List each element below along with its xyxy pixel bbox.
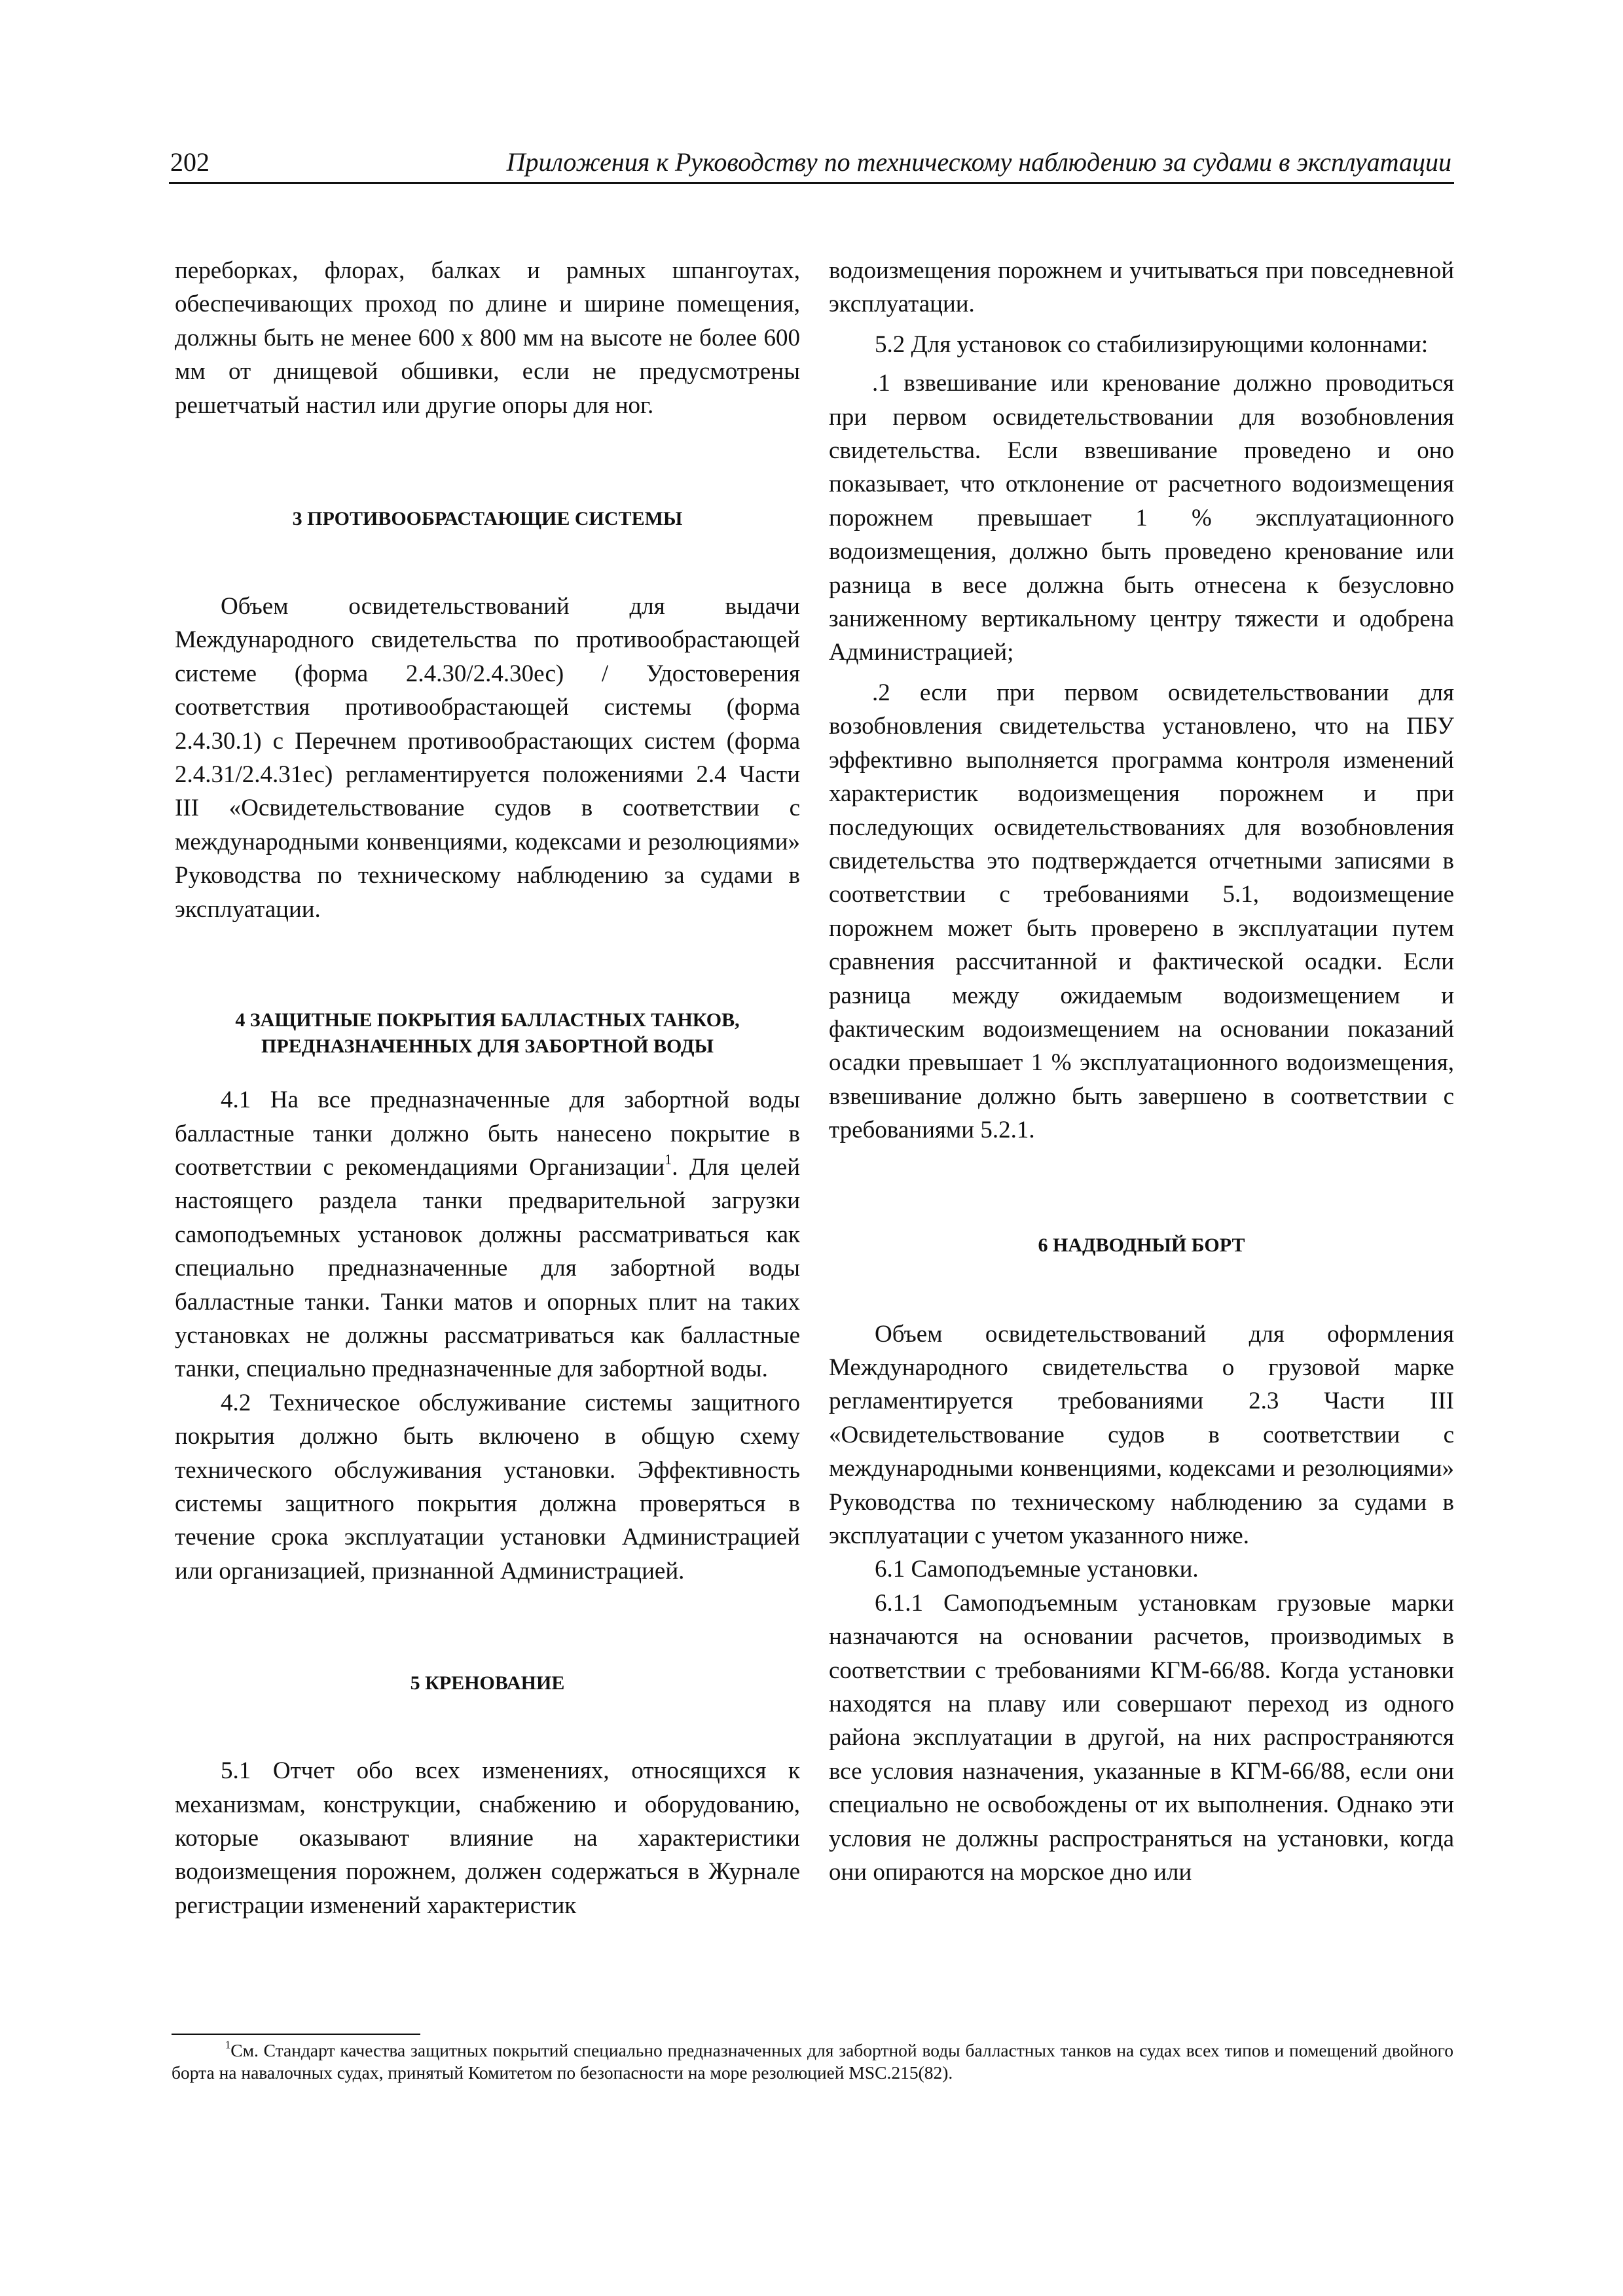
section-4-title-line-1: 4 ЗАЩИТНЫЕ ПОКРЫТИЯ БАЛЛАСТНЫХ ТАНКОВ, [235, 1009, 740, 1031]
page-header [169, 145, 1454, 184]
paragraph-4-1-part-b: . Для целей настоящего раздела танки предварительной загрузки самоподъемных установок должны рассматриваться как специально предназначенные для забортной воды балластные танки. Танки матов и опорных плит на таких установках не должны рассматриваться как балластные танки, специально предназначенные для забортной воды. [175, 1153, 800, 1383]
section-6-paragraph: Объем освидетельствований для оформления Международного свидетельства о грузовой марке регламентируется требованиями 2.3 Части III «Освидетельствование судов в соответствии с международными конвенциями, кодексами и резолюциями» Руководства по техническому наблюдению за судами в эксплуатации с учетом указанного ниже. [829, 1320, 1454, 1549]
section-5-title: 5 КРЕНОВАНИЕ [410, 1672, 565, 1695]
footnote-reference[interactable]: 1 [665, 1151, 672, 1168]
continuation-paragraph: водоизмещения порожнем и учитываться при повседневной эксплуатации. [829, 257, 1454, 318]
footnote-marker: 1 [225, 2038, 231, 2051]
section-4-title [175, 1007, 800, 1060]
footnote-separator [172, 2034, 420, 2035]
paragraph-4-2: 4.2 Техническое обслуживание системы защитного покрытия должно быть включено в общую схему технического обслуживания установки. Эффективность системы защитного покрытия должна проверяться в течение срока эксплуатации установки Администрацией или организацией, признанной Администрацией. [175, 1389, 800, 1585]
paragraph-6-1-1: 6.1.1 Самоподъемным установкам грузовые марки назначаются на основании расчетов, производимых в соответствии с требованиями КГМ-66/88. Когда установки находятся на плаву или совершают переход из одного района эксплуатации в другой, на них распространяются все условия назначения, указанные в КГМ-66/88, если они специально не освобождены от их выполнения. Однако эти условия не должны распространяться на установки, когда они опираются на морское дно или [829, 1589, 1454, 1886]
section-3-title: 3 ПРОТИВООБРАСТАЮЩИЕ СИСТЕМЫ [292, 508, 683, 530]
footnote [172, 2039, 1453, 2084]
paragraph-5-1: 5.1 Отчет обо всех изменениях, относящихся к механизмам, конструкции, снабжению и оборудованию, которые оказывают влияние на характеристики водоизмещения порожнем, должен содержаться в Журнале регистрации изменений характеристик [175, 1757, 800, 1919]
list-item-1: .1 взвешивание или кренование должно проводиться при первом освидетельствовании для возобновления свидетельства. Если взвешивание проведено и оно показывает, что отклонение от расчетного водоизмещения порожнем превышает 1 % эксплуатационного водоизмещения, должно быть проведено кренование или разница в весе должна быть отнесена к безусловно заниженному вертикальному центру тяжести и одобрена Администрацией; [829, 370, 1454, 666]
list-item-2: .2 если при первом освидетельствовании для возобновления свидетельства установлено, что на ПБУ эффективно выполняется программа контроля изменений характеристик водоизмещения порожнем и при последующих освидетельствованиях для возобновления свидетельства это подтверждается отчетными записями в соответствии с требованиями 5.1, водоизмещение порожнем может быть проверено в эксплуатации путем сравнения рассчитанной и фактической осадки. Если разница между ожидаемым водоизмещением и фактическим водоизмещением на основании показаний осадки превышает 1 % эксплуатационного водоизмещения, взвешивание должно быть завершено в соответствии с требованиями 5.2.1. [829, 679, 1454, 1144]
section-4-title-line-2: ПРЕДНАЗНАЧЕННЫХ ДЛЯ ЗАБОРТНОЙ ВОДЫ [261, 1035, 714, 1058]
paragraph-4-1-part-a: 4.1 На все предназначенные для забортной воды балластные танки должно быть нанесено покрытие в соответствии с рекомендациями Организации [175, 1086, 800, 1181]
paragraph-4-1 [175, 1083, 800, 1386]
running-title: Приложения к Руководству по техническому наблюдению за судами в эксплуатации [506, 147, 1451, 177]
right-column [829, 254, 1454, 1889]
footnote-text: См. Стандарт качества защитных покрытий специально предназначенных для забортной воды балластных танков на судах всех типов и помещений двойного борта на навалочных судах, принятый Комитетом по безопасности на море резолюцией MSC.215(82). [172, 2040, 1453, 2083]
left-column [175, 254, 800, 1922]
section-3-paragraph: Объем освидетельствований для выдачи Международного свидетельства по противообрастающей системе (форма 2.4.30/2.4.30ес) / Удостоверения соответствия противообрастающей системы (форма 2.4.30.1) с Перечнем противообрастающих систем (форма 2.4.31/2.4.31ес) регламентируется положениями 2.4 Части III «Освидетельствование судов в соответствии с международными конвенциями, кодексами и резолюциями» Руководства по техническому наблюдению за судами в эксплуатации. [175, 593, 800, 923]
section-6-title: 6 НАДВОДНЫЙ БОРТ [1038, 1234, 1245, 1256]
paragraph-5-2: 5.2 Для установок со стабилизирующими колоннами: [875, 331, 1429, 358]
page-number: 202 [170, 147, 210, 177]
paragraph-6-1: 6.1 Самоподъемные установки. [875, 1556, 1199, 1583]
continuation-paragraph: переборках, флорах, балках и рамных шпангоутах, обеспечивающих проход по длине и ширине помещения, должны быть не менее 600 х 800 мм на высоте не более 600 мм от днищевой обшивки, если не предусмотрены решетчатый настил или другие опоры для ног. [175, 257, 800, 419]
